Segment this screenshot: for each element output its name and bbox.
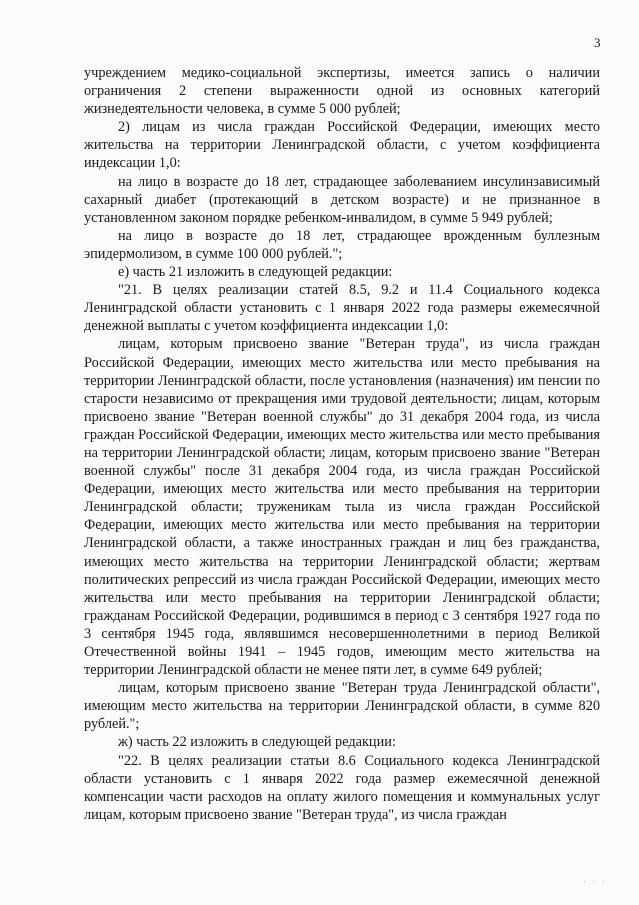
document-body (84, 64, 600, 824)
paragraph-item-2: 2) лицам из числа граждан Российской Федерации, имеющих место жительства на территории Ленинградской области, с учетом коэффициента индексации 1,0: (84, 119, 600, 172)
paragraph-part-22-intro: ж) часть 22 изложить в следующей редакции: (118, 734, 396, 751)
paragraph-part-21-intro: е) часть 21 изложить в следующей редакции: (118, 264, 393, 281)
paragraph-veterans-list: лицам, которым присвоено звание "Ветеран труда", из числа граждан Российской Федерации, имеющих место жительства или место пребывания на территории Ленинградской области, после установления (назначения) им пенсии по старости независимо от прекращения ими трудовой деятельности; лицам, которым присвоено звание "Ветеран военной службы" до 31 декабря 2004 года, из числа граждан Российской Федерации, имеющих место жительства или место пребывания на территории Ленинградской области; лицам, которым присвоено звание "Ветеран военной службы" после 31 декабря 2004 года, из числа граждан Российской Федерации, имеющих место жительства или место пребывания на территории Ленинградской области; труженикам тыла из числа граждан Российской Федерации, имеющих место жительства или место пребывания на территории Ленинградской области, а также иностранных граждан и лиц без гражданства, имеющих место жительства на территории Ленинградской области; жертвам политических репрессий из числа граждан Российской Федерации, имеющих место жительства или место пребывания на территории Ленинградской области; гражданам Российской Федерации, родившимся в период с 3 сентября 1927 года по 3 сентября 1945 года, являвшимся несовершеннолетними в период Великой Отечественной войны 1941 – 1945 годов, имеющим место жительства на территории Ленинградской области не менее пяти лет, в сумме 649 рублей; (84, 336, 600, 679)
paragraph-diabetes: на лицо в возрасте до 18 лет, страдающее заболеванием инсулинзависимый сахарный диабет (протекающий в детском возрасте) и не признанное в установленном законом порядке ребенком-инвалидом, в сумме 5 949 рублей; (84, 173, 600, 226)
paragraph-veteran-lenoblast: лицам, которым присвоено звание "Ветеран труда Ленинградской области", имеющим место жительства на территории Ленинградской области, в сумме 820 рублей."; (84, 680, 600, 733)
paragraph-epidermolysis: на лицо в возрасте до 18 лет, страдающее врожденным буллезным эпидермолизом, в сумме 100 000 рублей."; (84, 227, 600, 262)
page-number: 3 (594, 35, 601, 50)
paragraph-part-22: "22. В целях реализации статьи 8.6 Социального кодекса Ленинградской области установить с 1 января 2022 года размер ежемесячной денежной компенсации части расходов на оплату жилого помещения и коммунальных услуг лицам, которым присвоено звание "Ветеран труда", из числа граждан (84, 752, 600, 823)
paragraph-continuation: учреждением медико-социальной экспертизы, имеется запись о наличии ограничения 2 степени выраженности одной из основных категорий жизнедеятельности человека, в сумме 5 000 рублей; (84, 65, 600, 118)
footer-marks: · · · (583, 877, 607, 887)
paragraph-part-21: "21. В целях реализации статей 8.5, 9.2 и 11.4 Социального кодекса Ленинградской области установить с 1 января 2022 года размеры ежемесячной денежной выплаты с учетом коэффициента индексации 1,0: (84, 282, 600, 335)
